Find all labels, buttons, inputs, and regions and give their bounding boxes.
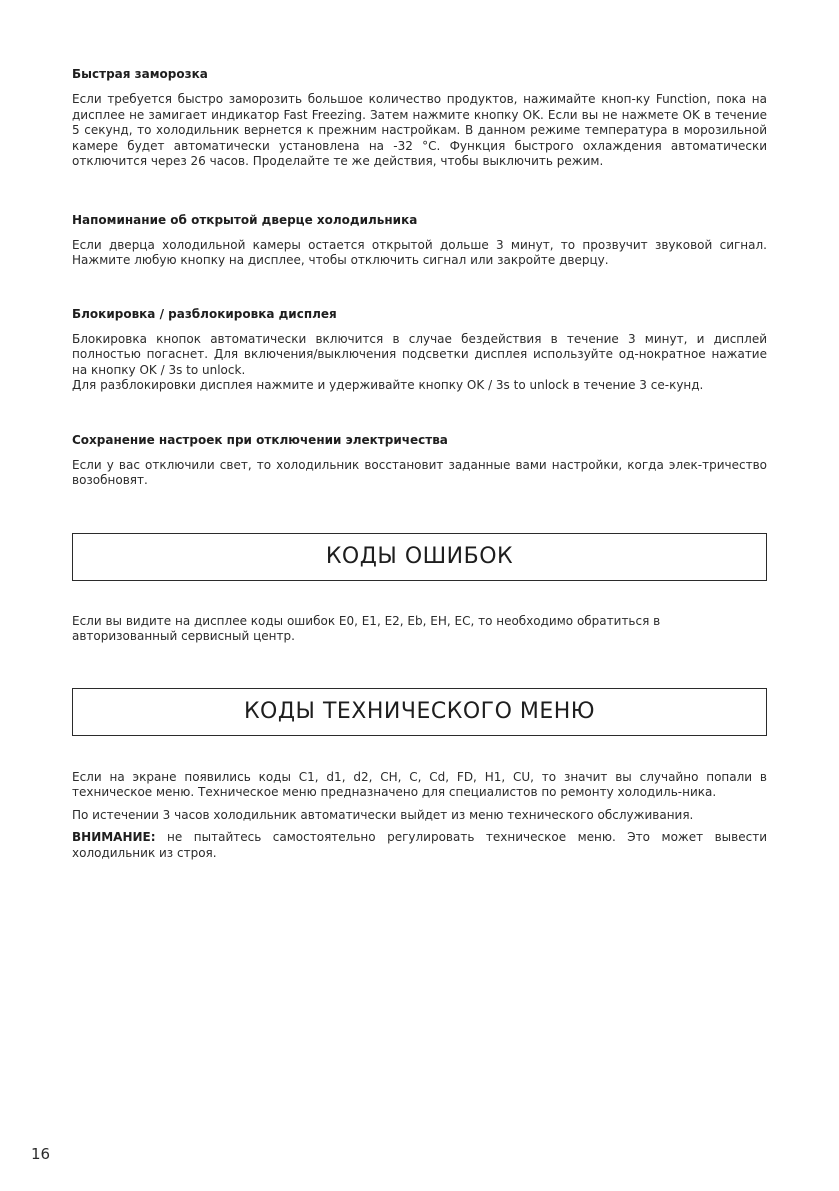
section-heading: Блокировка / разблокировка дисплея [72,306,337,321]
section-display-lock [72,306,767,394]
section-fast-freeze [72,66,767,170]
section-text: Если требуется быстро заморозить большое количество продуктов, нажимайте кноп-ку Function, пока на дисплее не замигает индикатор Fast Freezing. Затем нажмите кнопку OK. Если вы не нажмете OK в течение 5 секунд, то холодильник вернется к прежним настройкам. В данном режиме температура в морозильной камере будет автоматически установлена на -32 °C. Функция быстрого охлаждения автоматически отключится через 26 часов. Проделайте те же действия, чтобы выключить режим. [72,92,768,168]
section-heading: Напоминание об открытой дверце холодильника [72,212,418,227]
page-content [72,66,767,861]
section-text: Если у вас отключили свет, то холодильник восстановит заданные вами настройки, когда элек-тричество возобновят. [72,457,767,487]
tech-menu-text: По истечении 3 часов холодильник автоматически выйдет из меню технического обслуживания. [72,807,694,822]
section-heading: Быстрая заморозка [72,67,208,81]
error-codes-text: Если вы видите на дисплее коды ошибок E0, E1, E2, Eb, EH, EC, то необходимо обратиться в авторизованный сервисный центр. [72,613,661,643]
tech-menu-title: КОДЫ ТЕХНИЧЕСКОГО МЕНЮ [72,688,767,736]
section-text: Для разблокировки дисплея нажмите и удерживайте кнопку OK / 3s to unlock в течение 3 се-кунд. [72,378,704,392]
section-text: Блокировка кнопок автоматически включится в случае бездействия в течение 3 минут, и дисплей полностью погаснет. Для включения/выключения подсветки дисплея используйте од-нократное нажатие на кнопку OK / 3s to unlock. [72,331,767,377]
section-heading: Сохранение настроек при отключении электричества [72,432,448,447]
warning-label: ВНИМАНИЕ: [72,830,156,844]
error-codes-title: КОДЫ ОШИБОК [72,533,767,581]
page-number: 16 [31,1145,51,1163]
section-text: Если дверца холодильной камеры остается открытой дольше 3 минут, то прозвучит звуковой сигнал. Нажмите любую кнопку на дисплее, чтобы отключить сигнал или закройте дверцу. [72,237,767,267]
tech-menu-warning [72,830,767,861]
section-tech-menu [72,770,767,862]
tech-menu-text: Если на экране появились коды C1, d1, d2, CH, C, Cd, FD, H1, CU, то значит вы случайно попали в техническое меню. Техническое меню предназначено для специалистов по ремонту холодиль-ника. [72,769,767,799]
section-error-codes [72,614,767,645]
warning-text: не пытайтесь самостоятельно регулировать техническое меню. Это может вывести холодильник из строя. [72,830,767,860]
section-door-reminder [72,212,767,269]
section-power-save [72,432,767,489]
